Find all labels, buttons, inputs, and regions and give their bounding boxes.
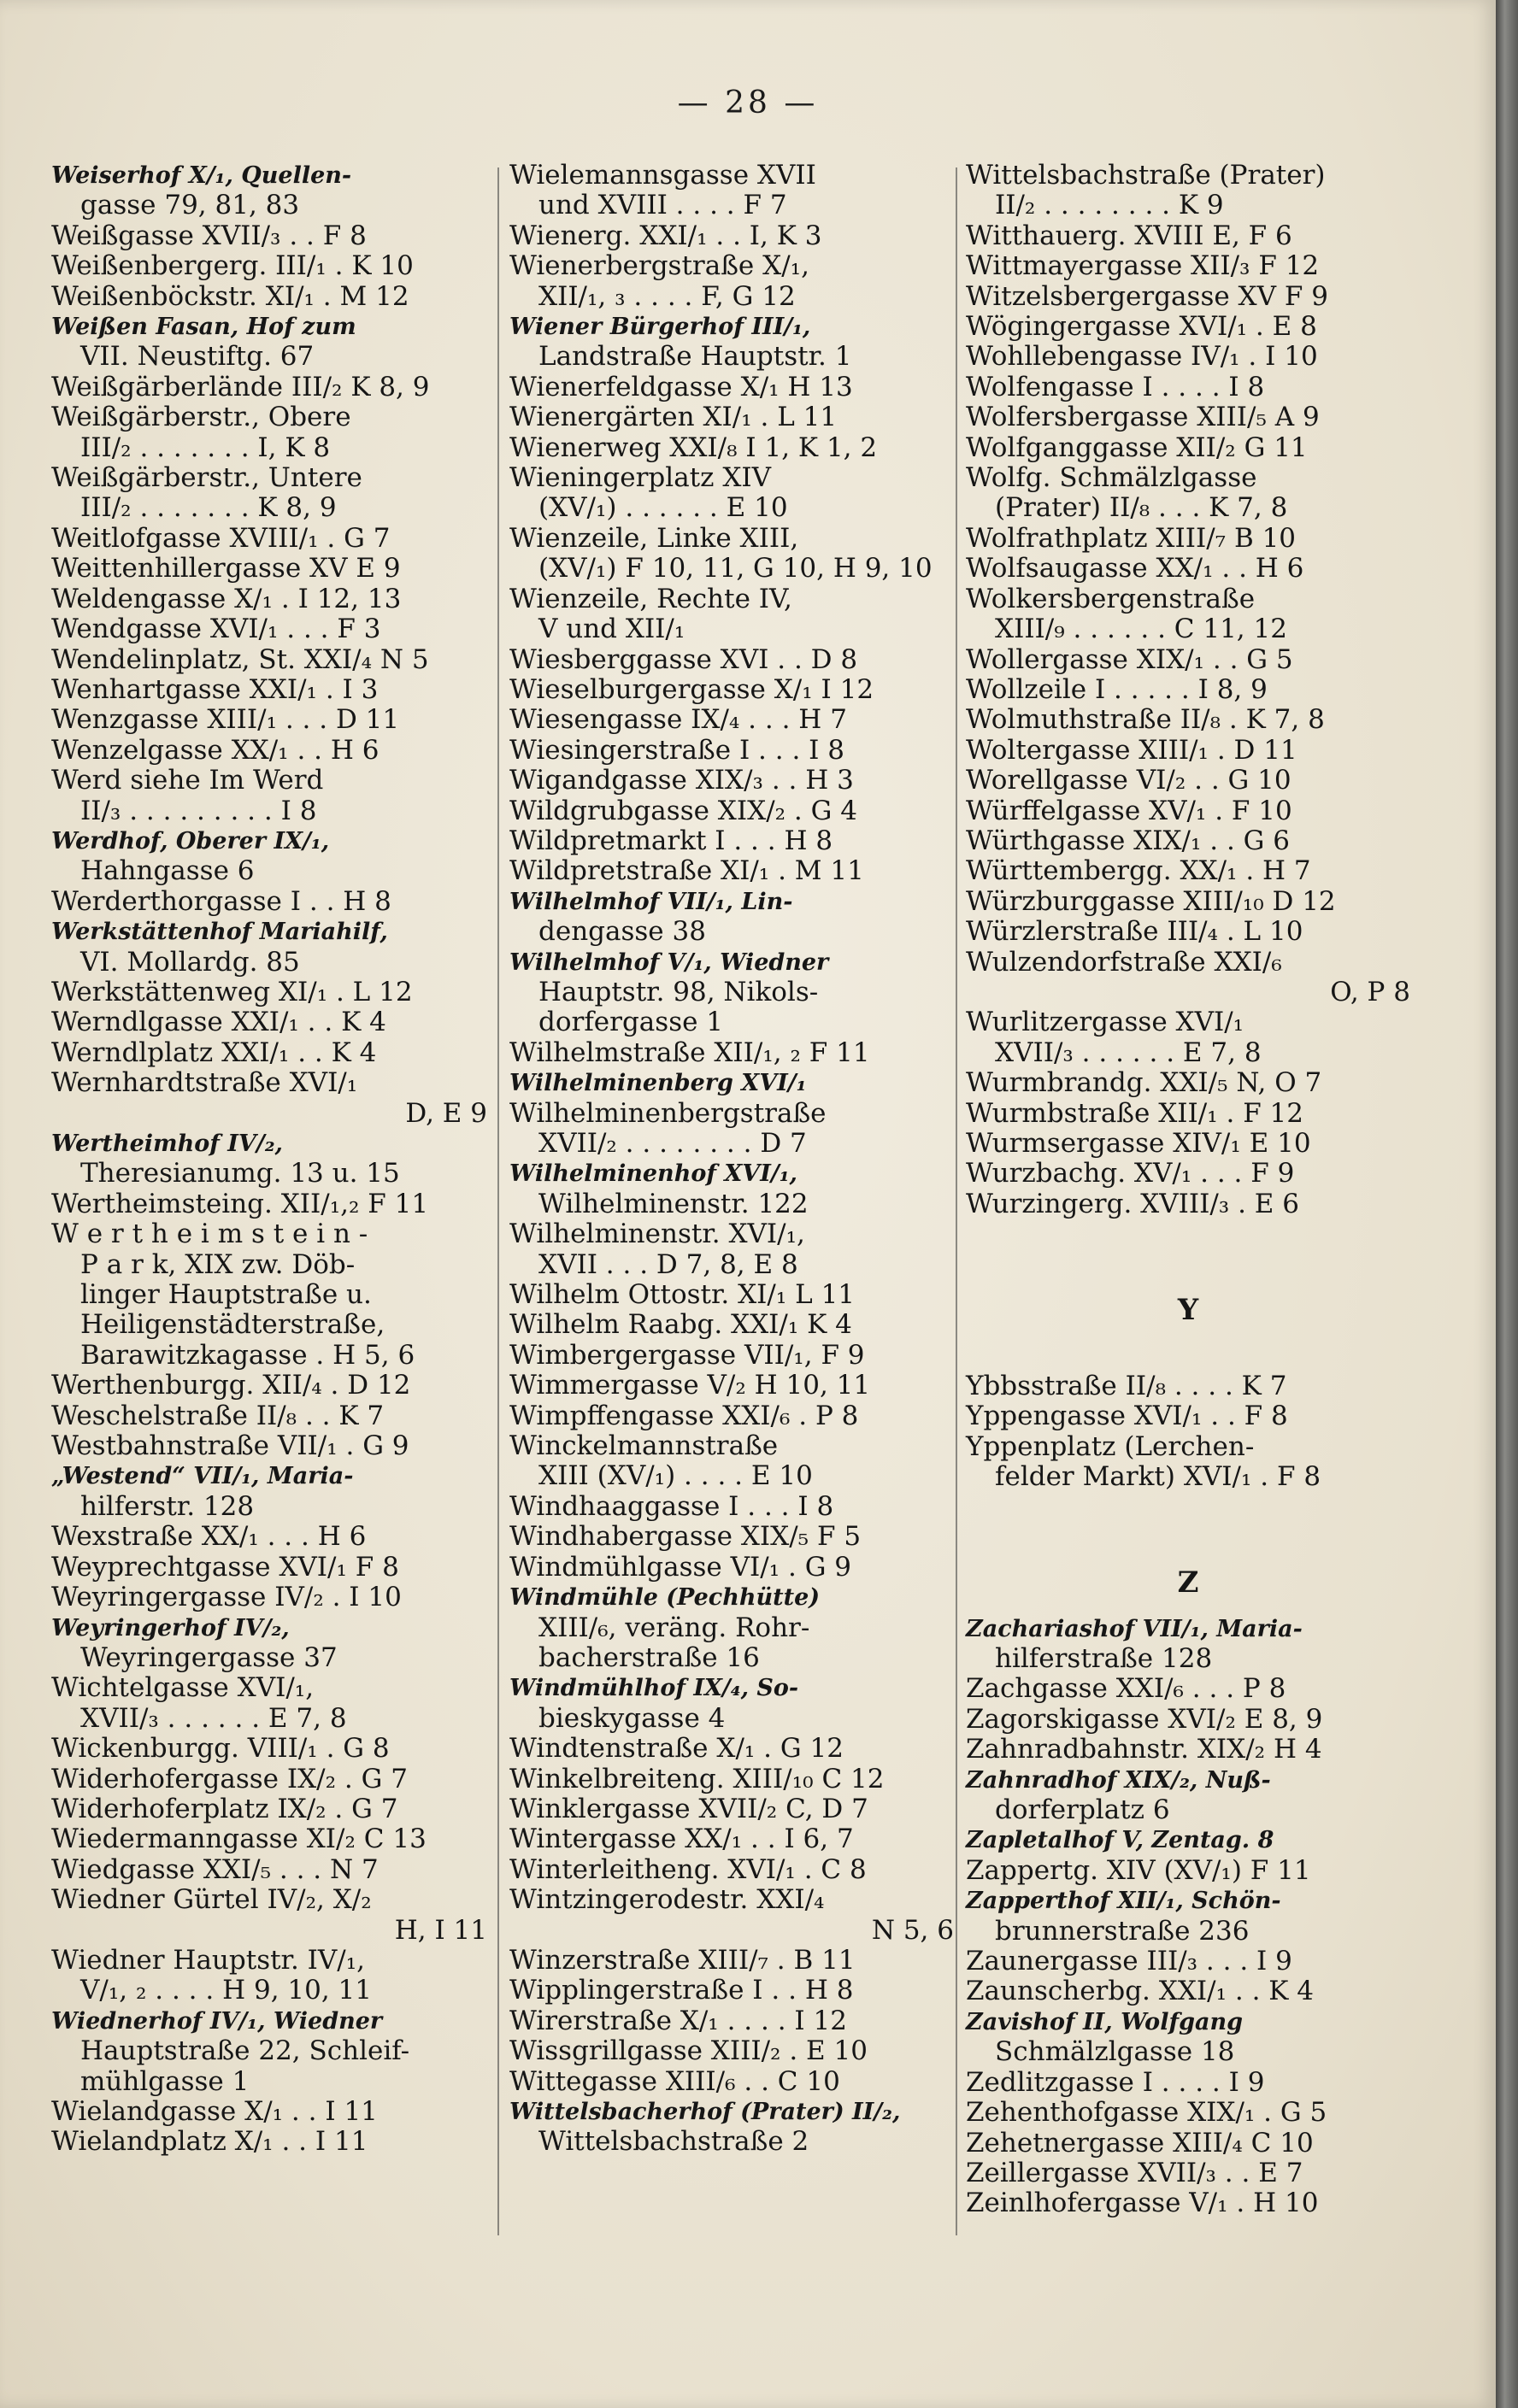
index-entry: Witzelsbergergasse XV F 9 [966,280,1328,312]
index-entry: Wickenburgg. VIII/₁ . G 8 [51,1733,390,1765]
index-entry: Wintergasse XX/₁ . . I 6, 7 [509,1824,854,1855]
index-entry: Theresianumg. 13 u. 15 [80,1158,400,1189]
index-entry: O, P 8 [1330,976,1410,1007]
index-entry: Wilhelmhof VII/₁, Lin- [509,888,793,915]
index-entry: II/₂ . . . . . . . . K 9 [995,190,1224,221]
index-entry: Wittmayergasse XII/₃ F 12 [966,250,1320,282]
index-entry: V und XII/₁ [538,614,685,645]
index-entry: Wichtelgasse XVI/₁, [51,1672,315,1704]
index-entry: Windtenstraße X/₁ . G 12 [509,1733,844,1765]
index-entry: Wintzingerodestr. XXI/₄ [509,1884,825,1916]
index-entry: Wilhelminenbergstraße [509,1097,827,1129]
index-entry: Wolkersbergenstraße [966,583,1256,614]
index-entry: Wurzbachg. XV/₁ . . . F 9 [966,1158,1295,1189]
index-entry: Wilhelminenhof XVI/₁, [509,1160,797,1188]
index-entry: Wurmsergasse XIV/₁ E 10 [966,1128,1311,1159]
index-entry: Wittelsbachstraße (Prater) [966,160,1326,191]
index-entry: III/₂ . . . . . . . K 8, 9 [80,492,337,524]
index-entry: Wittegasse XIII/₆ . . C 10 [509,2065,840,2097]
index-entry: Wienerweg XXI/₈ I 1, K 1, 2 [509,432,878,463]
index-entry: brunnerstraße 236 [995,1915,1250,1947]
index-entry: Wilhelminenstr. XVI/₁, [509,1219,805,1250]
spacer [966,1219,1410,1249]
index-entry: Würthgasse XIX/₁ . . G 6 [966,825,1291,856]
index-entry: Windmühle (Pechhütte) [509,1584,821,1612]
index-entry: N 5, 6 [871,1914,954,1946]
index-entry: felder Markt) XVI/₁ . F 8 [995,1461,1321,1493]
index-entry: Wieselburgergasse X/₁ I 12 [509,673,874,705]
index-entry: Werderthorgasse I . . H 8 [51,885,391,917]
index-entry: Windmühlhof IX/₄, So- [509,1675,799,1702]
index-entry: Wiedner Hauptstr. IV/₁, [51,1944,366,1976]
index-entry: Wienerg. XXI/₁ . . I, K 3 [509,220,822,251]
index-entry: Wielandplatz X/₁ . . I 11 [51,2126,368,2158]
index-entry: Zavishof II, Wolfgang [966,2008,1243,2035]
index-entry: Ybbsstraße II/₈ . . . . K 7 [966,1370,1287,1401]
index-entry: Yppenplatz (Lerchen- [966,1430,1255,1462]
index-entry: Wulzendorfstraße XXI/₆ [966,946,1282,978]
index-entry: Wittelsbacherhof (Prater) II/₂, [509,2099,901,2125]
index-entry: Würzburggasse XIII/₁₀ D 12 [966,885,1336,917]
index-entry: dorferplatz 6 [995,1794,1170,1826]
index-entry: Landstraße Hauptstr. 1 [538,341,852,373]
index-entry: (XV/₁) . . . . . . E 10 [538,492,788,524]
index-entry: XVII/₃ . . . . . . E 7, 8 [80,1702,347,1734]
index-entry: Wimmergasse V/₂ H 10, 11 [509,1370,871,1401]
index-entry: Weittenhillergasse XV E 9 [51,553,401,584]
index-entry: „Westend“ VII/₁, Maria- [51,1463,354,1490]
index-entry: Wögingergasse XVI/₁ . E 8 [966,311,1317,343]
index-entry: Zahnradhof XIX/₂, Nuß- [966,1766,1271,1794]
index-entry: Werkstättenhof Mariahilf, [51,919,388,946]
index-entry: Weißgasse XVII/₃ . . F 8 [51,220,367,251]
index-entry: Witthauerg. XVIII E, F 6 [966,220,1292,251]
spacer [966,1250,1410,1280]
index-entry: VI. Mollardg. 85 [80,946,300,978]
index-entry: Woltergasse XIII/₁ . D 11 [966,734,1297,766]
index-entry: Wolfsaugasse XX/₁ . . H 6 [966,553,1304,584]
index-entry: Winkelbreiteng. XIII/₁₀ C 12 [509,1763,885,1794]
index-entry: Wurzingerg. XVIII/₃ . E 6 [966,1188,1299,1219]
index-entry: H, I 11 [394,1914,487,1946]
index-entry: Wirerstraße X/₁ . . . . I 12 [509,2005,847,2036]
index-entry: Wilhelmstraße XII/₁, ₂ F 11 [509,1037,870,1068]
index-entry: Würzlerstraße III/₄ . L 10 [966,916,1303,948]
index-entry: Wernhardtstraße XVI/₁ [51,1067,358,1099]
index-entry: Wildpretstraße XI/₁ . M 11 [509,855,864,887]
index-entry: Wiedgasse XXI/₅ . . . N 7 [51,1853,379,1885]
index-entry: Weyringerhof IV/₂, [51,1614,290,1642]
section-heading: Y [1177,1293,1199,1327]
index-entry: Yppengasse XVI/₁ . . F 8 [966,1401,1288,1432]
index-entry: Werndlgasse XXI/₁ . . K 4 [51,1007,386,1038]
index-entry: Weißgärberstr., Untere [51,462,362,494]
index-entry: Wolfrathplatz XIII/₇ B 10 [966,522,1297,554]
index-entry: Wilhelm Raabg. XXI/₁ K 4 [509,1309,852,1341]
index-entry: Weyprechtgasse XVI/₁ F 8 [51,1551,399,1583]
index-entry: Zehetnergasse XIII/₄ C 10 [966,2127,1314,2158]
index-entry: mühlgasse 1 [80,2065,250,2097]
index-entry: Weldengasse X/₁ . I 12, 13 [51,583,402,614]
index-entry: Zapletalhof V, Zentag. 8 [966,1827,1274,1854]
index-entry: Worellgasse VI/₂ . . G 10 [966,765,1291,796]
spacer [966,1341,1410,1371]
index-entry: Wienerbergstraße X/₁, [509,250,809,282]
index-entry: Hahngasse 6 [80,855,255,887]
index-entry: und XVIII . . . . F 7 [538,190,787,221]
index-entry: bieskygasse 4 [538,1702,726,1734]
index-entry: Wissgrillgasse XIII/₂ . E 10 [509,2035,868,2067]
index-entry: Barawitzkagasse . H 5, 6 [80,1339,415,1371]
index-entry: Wurmbstraße XII/₁ . F 12 [966,1097,1304,1129]
index-entry: Wohllebengasse IV/₁ . I 10 [966,341,1318,373]
index-entry: Weißenbergerg. III/₁ . K 10 [51,250,414,282]
index-entry: XIII (XV/₁) . . . . E 10 [538,1460,813,1492]
index-entry: Zeinlhofergasse V/₁ . H 10 [966,2188,1319,2219]
index-entry: Wigandgasse XIX/₃ . . H 3 [509,765,854,796]
index-entry: Zachariashof VII/₁, Maria- [966,1615,1303,1642]
index-entry: Winklergasse XVII/₂ C, D 7 [509,1793,868,1824]
index-entry: Wimpffengasse XXI/₆ . P 8 [509,1400,859,1431]
index-entry: Wertheimhof IV/₂, [51,1131,283,1157]
index-entry: Hauptstraße 22, Schleif- [80,2035,410,2067]
index-entry: (XV/₁) F 10, 11, G 10, H 9, 10 [538,553,933,584]
index-entry: Weißenböckstr. XI/₁ . M 12 [51,280,409,312]
index-entry: Hauptstr. 98, Nikols- [538,976,819,1007]
index-entry: Wolfengasse I . . . . I 8 [966,371,1265,402]
index-entry: hilferstr. 128 [80,1490,255,1522]
index-entry: Weyringergasse IV/₂ . I 10 [51,1582,402,1613]
index-entry: Zagorskigasse XVI/₂ E 8, 9 [966,1703,1323,1735]
index-entry: bacherstraße 16 [538,1642,760,1673]
index-entry: Werndlplatz XXI/₁ . . K 4 [51,1037,377,1068]
index-entry: Wenhartgasse XXI/₁ . I 3 [51,673,379,705]
index-entry: Wilhelm Ottostr. XI/₁ L 11 [509,1279,856,1311]
book-edge [1496,0,1518,2408]
index-entry: Wieningerplatz XIV [509,462,772,494]
column-3 [966,161,1410,2219]
index-entry: Wolfg. Schmälzlgasse [966,462,1257,494]
index-entry: Winterleitheng. XVI/₁ . C 8 [509,1853,867,1885]
index-entry: Werkstättenweg XI/₁ . L 12 [51,976,413,1007]
spacer [966,1523,1410,1553]
index-entry: Wimbergergasse VII/₁, F 9 [509,1339,865,1371]
index-entry: Weyringergasse 37 [80,1642,338,1673]
index-entry: Zaunscherbg. XXI/₁ . . K 4 [966,1976,1315,2007]
index-entry: D, E 9 [405,1097,487,1129]
index-entry: Wittelsbachstraße 2 [538,2126,809,2158]
index-entry: VII. Neustiftg. 67 [80,341,315,373]
page-number: — 28 — [677,85,819,120]
column-2 [509,161,954,2158]
index-entry: Weitlofgasse XVIII/₁ . G 7 [51,522,391,554]
index-entry: Zapperthof XII/₁, Schön- [966,1888,1281,1915]
index-entry: XVII/₃ . . . . . . E 7, 8 [995,1037,1262,1068]
index-entry: Wurlitzergasse XVI/₁ [966,1007,1244,1038]
index-entry: Werdhof, Oberer IX/₁, [51,827,330,855]
index-entry: Windhabergasse XIX/₅ F 5 [509,1521,862,1553]
index-entry: Widerhofergasse IX/₂ . G 7 [51,1763,408,1794]
index-entry: Wolfersbergasse XIII/₅ A 9 [966,402,1320,433]
index-entry: Wenzgasse XIII/₁ . . . D 11 [51,704,400,736]
index-entry: II/₃ . . . . . . . . . I 8 [80,795,317,826]
index-entry: Widerhoferplatz IX/₂ . G 7 [51,1793,398,1824]
index-entry: Wienergärten XI/₁ . L 11 [509,402,838,433]
index-entry: Wolmuthstraße II/₈ . K 7, 8 [966,704,1325,736]
index-entry: Westbahnstraße VII/₁ . G 9 [51,1430,409,1462]
index-entry: Wiesengasse IX/₄ . . . H 7 [509,704,847,736]
index-entry: XIII/₉ . . . . . . C 11, 12 [995,614,1287,645]
index-entry: Wiedermanngasse XI/₂ C 13 [51,1824,427,1855]
index-entry: Wienerfeldgasse X/₁ H 13 [509,371,853,402]
index-entry: (Prater) II/₈ . . . K 7, 8 [995,492,1288,524]
index-entry: Wilhelminenstr. 122 [538,1188,809,1219]
index-entry: Werd siehe Im Werd [51,765,324,796]
index-entry: gasse 79, 81, 83 [80,190,300,221]
index-entry: III/₂ . . . . . . . I, K 8 [80,432,331,463]
index-entry: Wolfganggasse XII/₂ G 11 [966,432,1308,463]
index-entry: Zahnradbahnstr. XIX/₂ H 4 [966,1734,1322,1765]
spacer [966,1492,1410,1522]
section-heading: Z [1177,1565,1199,1600]
index-entry: Wielemannsgasse XVII [509,160,816,191]
index-entry: linger Hauptstraße u. [80,1279,372,1311]
index-entry: Windmühlgasse VI/₁ . G 9 [509,1551,852,1583]
column-1 [51,161,487,2158]
index-entry: Wollergasse XIX/₁ . . G 5 [966,643,1293,675]
index-entry: Wendgasse XVI/₁ . . . F 3 [51,614,381,645]
index-entry: hilferstraße 128 [995,1643,1213,1675]
index-entry: Wipplingerstraße I . . H 8 [509,1975,854,2006]
index-entry: Wertheimsteing. XII/₁,₂ F 11 [51,1188,429,1219]
index-entry: Zaunergasse III/₃ . . . I 9 [966,1946,1292,1977]
index-entry: Zappertg. XIV (XV/₁) F 11 [966,1854,1311,1886]
index-entry: Zachgasse XXI/₆ . . . P 8 [966,1673,1286,1705]
index-entry: dorfergasse 1 [538,1007,724,1038]
index-entry: P a r k, XIX zw. Döb- [80,1248,356,1280]
index-entry: Wildpretmarkt I . . . H 8 [509,825,833,856]
index-entry: Zedlitzgasse I . . . . I 9 [966,2066,1265,2098]
index-entry: Wurmbrandg. XXI/₅ N, O 7 [966,1067,1322,1099]
index-entry: Wiener Bürgerhof III/₁, [509,314,811,341]
index-entry: Wollzeile I . . . . . I 8, 9 [966,673,1268,705]
index-entry: XVII/₂ . . . . . . . . D 7 [538,1128,807,1159]
index-entry: Zehenthofgasse XIX/₁ . G 5 [966,2097,1327,2129]
index-entry: Weißgärberstr., Obere [51,402,351,433]
index-entry: Winckelmannstraße [509,1430,779,1462]
index-entry: Wendelinplatz, St. XXI/₄ N 5 [51,643,429,675]
index-entry: Wielandgasse X/₁ . . I 11 [51,2096,378,2127]
index-entry: Weschelstraße II/₈ . . K 7 [51,1400,385,1431]
index-entry: Wiedner Gürtel IV/₂, X/₂ [51,1884,372,1916]
index-entry: Wilhelminenberg XVI/₁ [509,1070,807,1097]
index-entry: Zeillergasse XVII/₃ . . E 7 [966,2157,1303,2188]
index-entry: XII/₁, ₃ . . . . F, G 12 [538,280,796,312]
index-entry: Wienzeile, Linke XIII, [509,522,799,554]
index-entry: Wilhelmhof V/₁, Wiedner [509,949,829,976]
index-entry: Wiesberggasse XVI . . D 8 [509,643,858,675]
column-divider [956,167,957,2235]
index-entry: Wildgrubgasse XIX/₂ . G 4 [509,795,857,826]
index-entry: Wiednerhof IV/₁, Wiedner [51,2007,383,2035]
column-divider [497,167,499,2235]
index-entry: Winzerstraße XIII/₇ . B 11 [509,1944,856,1976]
index-entry: Weißgärberlände III/₂ K 8, 9 [51,371,430,402]
index-entry: Wenzelgasse XX/₁ . . H 6 [51,734,380,766]
index-entry: dengasse 38 [538,916,706,948]
index-entry: Heiligenstädterstraße, [80,1309,385,1341]
index-entry: Württembergg. XX/₁ . H 7 [966,855,1311,887]
index-entry: Wexstraße XX/₁ . . . H 6 [51,1521,367,1553]
index-entry: Weiserhof X/₁, Quellen- [51,162,352,189]
index-entry: Werthenburgg. XII/₄ . D 12 [51,1370,411,1401]
index-entry: Windhaaggasse I . . . I 8 [509,1490,834,1522]
index-entry: Schmälzlgasse 18 [995,2036,1235,2068]
index-entry: V/₁, ₂ . . . . H 9, 10, 11 [80,1975,372,2006]
index-entry: Wienzeile, Rechte IV, [509,583,792,614]
index-entry: Würffelgasse XV/₁ . F 10 [966,795,1292,826]
index-entry: XVII . . . D 7, 8, E 8 [538,1248,798,1280]
index-entry: Wiesingerstraße I . . . I 8 [509,734,844,766]
index-entry: Weißen Fasan, Hof zum [51,314,356,341]
index-entry: W e r t h e i m s t e i n - [51,1219,368,1250]
index-entry: XIII/₆, veräng. Rohr- [538,1612,810,1643]
